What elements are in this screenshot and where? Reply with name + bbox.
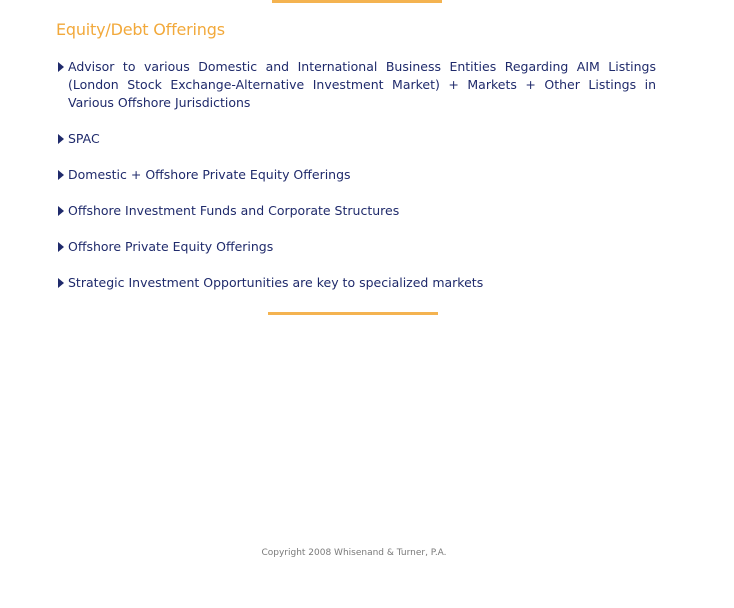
list-item-text: SPAC	[68, 131, 100, 146]
triangle-right-icon	[58, 170, 64, 180]
bottom-divider	[268, 312, 438, 315]
triangle-right-icon	[58, 242, 64, 252]
list-item-text: Offshore Investment Funds and Corporate Structures	[68, 203, 400, 218]
list-item	[56, 166, 656, 184]
list-item-text: Domestic + Offshore Private Equity Offerings	[68, 167, 351, 182]
triangle-right-icon	[58, 134, 64, 144]
copyright-text: Copyright 2008 Whisenand & Turner, P.A.	[261, 548, 447, 558]
triangle-right-icon	[58, 62, 64, 72]
top-divider	[272, 0, 442, 3]
list-item-text: Advisor to various Domestic and International Business Entities Regarding AIM Listings (London Stock Exchange-Alternative Investment Market) + Markets + Other Listings in Various Offshore Jurisdictions	[68, 59, 656, 110]
triangle-right-icon	[58, 278, 64, 288]
list-item	[56, 58, 656, 112]
list-item	[56, 274, 656, 292]
list-item	[56, 202, 656, 220]
triangle-right-icon	[58, 206, 64, 216]
section-title: Equity/Debt Offerings	[56, 20, 225, 39]
list-item	[56, 238, 656, 256]
list-item-text: Strategic Investment Opportunities are key to specialized markets	[68, 275, 484, 290]
offerings-list	[56, 58, 656, 310]
list-item	[56, 130, 656, 148]
list-item-text: Offshore Private Equity Offerings	[68, 239, 274, 254]
